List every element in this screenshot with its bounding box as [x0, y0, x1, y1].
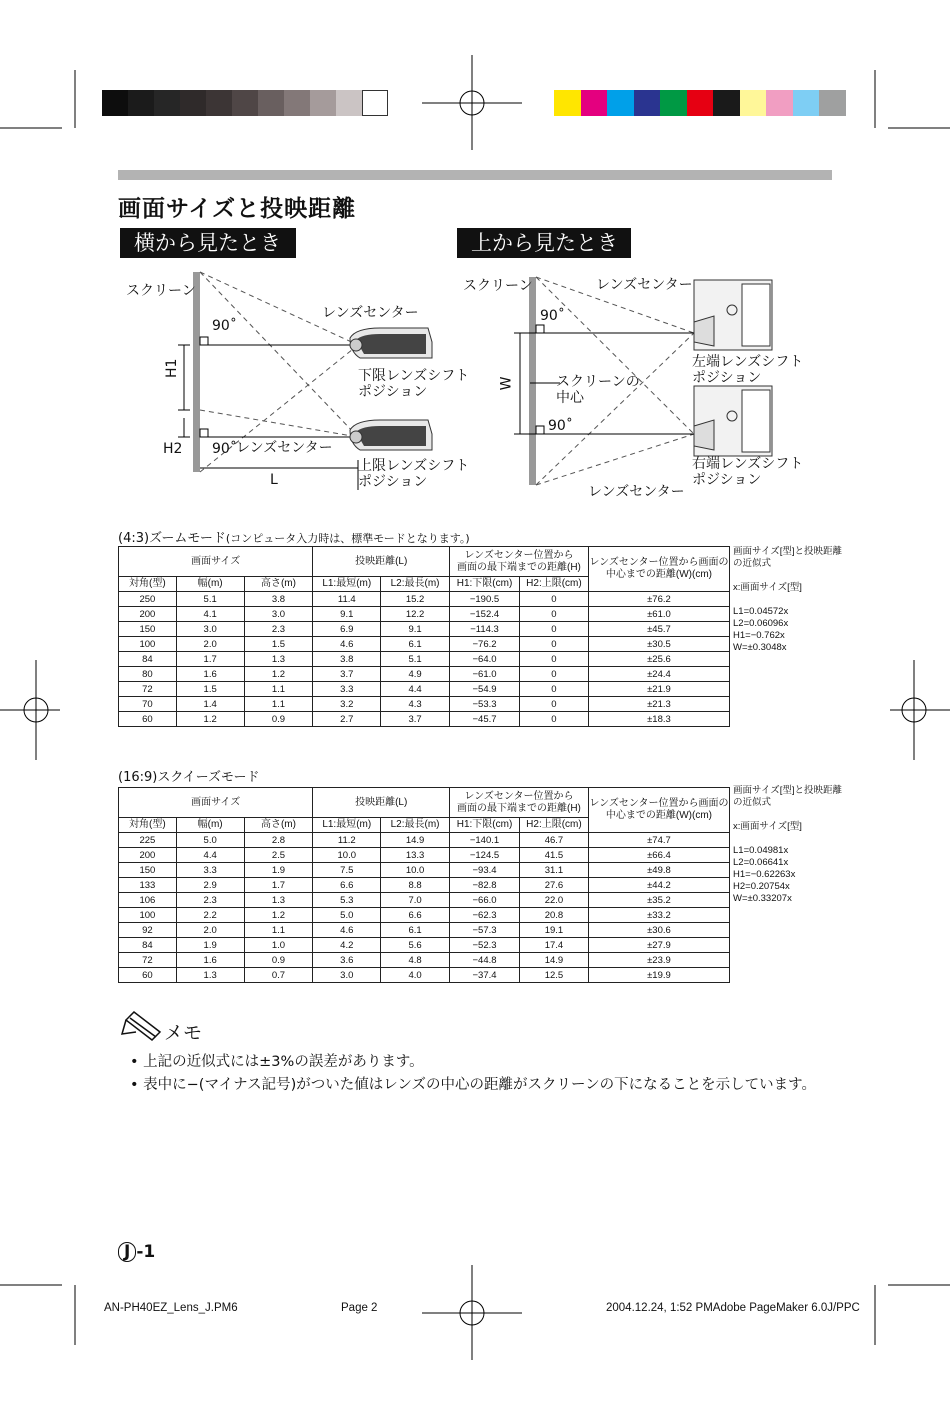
- table-cell: −62.3: [450, 908, 520, 923]
- column-header: H1:下限(cm): [450, 818, 520, 833]
- table-cell: −37.4: [450, 968, 520, 983]
- side-lens-center-2: レンズセンター: [236, 440, 333, 456]
- side-view-heading: 横から見たとき: [120, 228, 296, 258]
- table-cell: 1.1: [244, 682, 313, 697]
- top-screen-label: スクリーン: [463, 278, 533, 294]
- group-header: レンズセンター位置から 画面の最下端までの距離(H): [450, 788, 589, 818]
- side-lens-center-1: レンズセンター: [322, 305, 419, 321]
- table-cell: 2.9: [176, 878, 244, 893]
- group-header: 画面サイズ: [119, 788, 313, 818]
- footer-page: Page 2: [341, 1302, 378, 1314]
- table-cell: 1.9: [244, 863, 313, 878]
- column-header: 対角(型): [119, 818, 177, 833]
- table-cell: 150: [119, 863, 177, 878]
- page-title: 画面サイズと投映距離: [118, 196, 357, 222]
- table-cell: 22.0: [520, 893, 589, 908]
- footer-file: AN-PH40EZ_Lens_J.PM6: [104, 1302, 238, 1314]
- table-cell: 4.8: [381, 953, 450, 968]
- table-cell: 11.4: [313, 592, 381, 607]
- column-header: H1:下限(cm): [450, 577, 520, 592]
- table-cell: 27.6: [520, 878, 589, 893]
- l-label: L: [270, 472, 278, 488]
- table-cell: 2.7: [313, 712, 381, 727]
- group-header: レンズセンター位置から画面の 中心までの距離(W)(cm): [588, 788, 729, 833]
- column-header: 幅(m): [176, 818, 244, 833]
- table-cell: 3.8: [313, 652, 381, 667]
- table-cell: 3.0: [176, 622, 244, 637]
- table-cell: 4.4: [176, 848, 244, 863]
- table-cell: 84: [119, 652, 177, 667]
- top-angle-2: 90˚: [548, 418, 573, 434]
- top-lens-center-2: レンズセンター: [588, 484, 685, 500]
- table-cell: 4.0: [381, 968, 450, 983]
- table-cell: 12.2: [381, 607, 450, 622]
- table-cell: 46.7: [520, 833, 589, 848]
- table-cell: 0.9: [244, 712, 313, 727]
- group-header: 投映距離(L): [313, 788, 450, 818]
- table-cell: 2.0: [176, 923, 244, 938]
- table-cell: 41.5: [520, 848, 589, 863]
- table-cell: 1.0: [244, 938, 313, 953]
- column-header: 対角(型): [119, 577, 177, 592]
- upper-shift-line2: ポジション: [358, 474, 428, 490]
- table-cell: 15.2: [381, 592, 450, 607]
- table-cell: 3.0: [244, 607, 313, 622]
- table-cell: ±35.2: [588, 893, 729, 908]
- lower-shift-line2: ポジション: [358, 384, 428, 400]
- table-cell: 1.7: [244, 878, 313, 893]
- table-cell: −52.3: [450, 938, 520, 953]
- page-suffix: -1: [136, 1242, 156, 1262]
- upper-shift-line1: 上限レンズシフト: [358, 458, 470, 474]
- table-cell: 5.1: [381, 652, 450, 667]
- table-cell: 100: [119, 908, 177, 923]
- table-cell: 2.8: [244, 833, 313, 848]
- table-cell: 60: [119, 712, 177, 727]
- table-cell: 11.2: [313, 833, 381, 848]
- table-cell: 5.0: [313, 908, 381, 923]
- side-angle-1: 90˚: [212, 318, 237, 334]
- table-cell: −93.4: [450, 863, 520, 878]
- lower-shift-line1: 下限レンズシフト: [358, 368, 470, 384]
- table-cell: ±21.9: [588, 682, 729, 697]
- table-cell: 0: [520, 682, 589, 697]
- column-header: L2:最長(m): [381, 818, 450, 833]
- table-cell: −54.9: [450, 682, 520, 697]
- left-shift-line1: 左端レンズシフト: [692, 354, 804, 370]
- table-cell: 6.6: [381, 908, 450, 923]
- table-cell: 1.5: [176, 682, 244, 697]
- table-cell: 14.9: [520, 953, 589, 968]
- h1-label: H1: [164, 358, 180, 378]
- table-cell: 3.0: [313, 968, 381, 983]
- table-cell: 7.5: [313, 863, 381, 878]
- table-cell: 1.3: [176, 968, 244, 983]
- column-header: 高さ(m): [244, 577, 313, 592]
- table-cell: −45.7: [450, 712, 520, 727]
- table-cell: 1.2: [176, 712, 244, 727]
- memo-title: メモ: [164, 1022, 203, 1044]
- top-lens-center-1: レンズセンター: [596, 277, 693, 293]
- table-cell: 100: [119, 637, 177, 652]
- group-header: レンズセンター位置から 画面の最下端までの距離(H): [450, 547, 589, 577]
- table1-formula: 画面サイズ[型]と投映距離 の近似式 x:画面サイズ[型] L1=0.04572x L2=0.06096x H1=−0.762x W=±0.3048x: [733, 546, 843, 653]
- group-header: レンズセンター位置から画面の 中心までの距離(W)(cm): [588, 547, 729, 592]
- footer-stamp: 2004.12.24, 1:52 PMAdobe PageMaker 6.0J/PPC: [606, 1302, 860, 1314]
- table-cell: 5.1: [176, 592, 244, 607]
- side-screen-label: スクリーン: [126, 283, 196, 299]
- table-cell: 13.3: [381, 848, 450, 863]
- table-cell: ±27.9: [588, 938, 729, 953]
- table-cell: 1.1: [244, 923, 313, 938]
- table-cell: 0: [520, 607, 589, 622]
- table-cell: ±24.4: [588, 667, 729, 682]
- memo-bullet-2: • 表中に−(マイナス記号)がついた値はレンズの中心の距離がスクリーンの下になることを示しています。: [130, 1077, 817, 1093]
- table-cell: 2.5: [244, 848, 313, 863]
- screen-center-line2: 中心: [556, 390, 584, 406]
- table-cell: 20.8: [520, 908, 589, 923]
- table-cell: 6.1: [381, 637, 450, 652]
- table-cell: 84: [119, 938, 177, 953]
- column-header: L1:最短(m): [313, 818, 381, 833]
- table-cell: 250: [119, 592, 177, 607]
- table-cell: ±45.7: [588, 622, 729, 637]
- table-cell: 133: [119, 878, 177, 893]
- table-cell: ±74.7: [588, 833, 729, 848]
- table-cell: ±25.6: [588, 652, 729, 667]
- table-cell: 4.9: [381, 667, 450, 682]
- table-cell: −44.8: [450, 953, 520, 968]
- right-shift-line2: ポジション: [692, 472, 762, 488]
- table-cell: 72: [119, 682, 177, 697]
- table-cell: 72: [119, 953, 177, 968]
- table-cell: 4.1: [176, 607, 244, 622]
- table-cell: −82.8: [450, 878, 520, 893]
- table-cell: ±49.8: [588, 863, 729, 878]
- table-cell: 0: [520, 622, 589, 637]
- table-cell: −76.2: [450, 637, 520, 652]
- table-cell: ±30.6: [588, 923, 729, 938]
- table-cell: −64.0: [450, 652, 520, 667]
- table-cell: ±33.2: [588, 908, 729, 923]
- table-cell: 5.0: [176, 833, 244, 848]
- memo-bullet-1: • 上記の近似式には±3%の誤差があります。: [130, 1054, 424, 1070]
- table-cell: 6.9: [313, 622, 381, 637]
- table-cell: 4.6: [313, 637, 381, 652]
- side-angle-2: 90˚: [212, 441, 237, 457]
- table-cell: ±44.2: [588, 878, 729, 893]
- table-cell: ±61.0: [588, 607, 729, 622]
- table-cell: −66.0: [450, 893, 520, 908]
- group-header: 画面サイズ: [119, 547, 313, 577]
- table-cell: 70: [119, 697, 177, 712]
- table-cell: 4.4: [381, 682, 450, 697]
- table-cell: 92: [119, 923, 177, 938]
- table-cell: ±30.5: [588, 637, 729, 652]
- table-cell: 1.3: [244, 893, 313, 908]
- table-cell: −190.5: [450, 592, 520, 607]
- column-header: L2:最長(m): [381, 577, 450, 592]
- table-cell: 5.3: [313, 893, 381, 908]
- table-cell: 200: [119, 607, 177, 622]
- table-cell: 106: [119, 893, 177, 908]
- table-cell: −140.1: [450, 833, 520, 848]
- table-cell: 12.5: [520, 968, 589, 983]
- table-cell: 1.6: [176, 953, 244, 968]
- table-cell: 0: [520, 712, 589, 727]
- table-cell: 225: [119, 833, 177, 848]
- table-cell: 5.6: [381, 938, 450, 953]
- w-label: W: [498, 376, 515, 391]
- table-cell: 200: [119, 848, 177, 863]
- h2-label: H2: [163, 441, 183, 457]
- table-cell: −124.5: [450, 848, 520, 863]
- table-cell: 0.7: [244, 968, 313, 983]
- table-cell: 0.9: [244, 953, 313, 968]
- screen-center-line1: スクリーンの: [556, 374, 640, 390]
- table-cell: 4.3: [381, 697, 450, 712]
- table-cell: ±19.9: [588, 968, 729, 983]
- page-letter: J: [118, 1242, 136, 1262]
- table-cell: 3.3: [313, 682, 381, 697]
- table-cell: 2.3: [176, 893, 244, 908]
- table-cell: 3.3: [176, 863, 244, 878]
- table-cell: 1.2: [244, 667, 313, 682]
- table-cell: −61.0: [450, 667, 520, 682]
- group-header: 投映距離(L): [313, 547, 450, 577]
- table-cell: 0: [520, 592, 589, 607]
- table-cell: 4.2: [313, 938, 381, 953]
- column-header: L1:最短(m): [313, 577, 381, 592]
- table-cell: −152.4: [450, 607, 520, 622]
- table-cell: 3.7: [381, 712, 450, 727]
- table-cell: ±23.9: [588, 953, 729, 968]
- table-cell: −53.3: [450, 697, 520, 712]
- table-cell: 31.1: [520, 863, 589, 878]
- table-cell: 0: [520, 667, 589, 682]
- table-cell: 1.7: [176, 652, 244, 667]
- table2-formula: 画面サイズ[型]と投映距離 の近似式 x:画面サイズ[型] L1=0.04981x L2=0.06641x H1=−0.62263x H2=0.20754x W=±0.33207x: [733, 785, 843, 904]
- table-cell: 6.1: [381, 923, 450, 938]
- table-cell: 3.8: [244, 592, 313, 607]
- top-view-heading: 上から見たとき: [457, 228, 631, 258]
- table2-caption: (16:9)スクイーズモード: [118, 770, 260, 785]
- table-cell: 2.3: [244, 622, 313, 637]
- table-cell: 19.1: [520, 923, 589, 938]
- table-cell: 2.2: [176, 908, 244, 923]
- column-header: 高さ(m): [244, 818, 313, 833]
- table-cell: 14.9: [381, 833, 450, 848]
- table-cell: 7.0: [381, 893, 450, 908]
- table-cell: ±21.3: [588, 697, 729, 712]
- page-number: [118, 1242, 155, 1262]
- table-cell: 1.4: [176, 697, 244, 712]
- table-cell: 17.4: [520, 938, 589, 953]
- left-shift-line2: ポジション: [692, 370, 762, 386]
- table-cell: ±18.3: [588, 712, 729, 727]
- table-cell: 2.0: [176, 637, 244, 652]
- table-cell: 150: [119, 622, 177, 637]
- right-shift-line1: 右端レンズシフト: [692, 456, 804, 472]
- table-cell: 3.7: [313, 667, 381, 682]
- table-cell: ±66.4: [588, 848, 729, 863]
- table-cell: 9.1: [313, 607, 381, 622]
- top-angle-1: 90˚: [540, 308, 565, 324]
- table-cell: 9.1: [381, 622, 450, 637]
- table-cell: 1.9: [176, 938, 244, 953]
- table-cell: −57.3: [450, 923, 520, 938]
- column-header: 幅(m): [176, 577, 244, 592]
- table-cell: 0: [520, 637, 589, 652]
- table-cell: 10.0: [313, 848, 381, 863]
- table-cell: −114.3: [450, 622, 520, 637]
- table-cell: 1.3: [244, 652, 313, 667]
- table-cell: 8.8: [381, 878, 450, 893]
- table-cell: 1.1: [244, 697, 313, 712]
- table-cell: 1.6: [176, 667, 244, 682]
- table-cell: ±76.2: [588, 592, 729, 607]
- table-cell: 10.0: [381, 863, 450, 878]
- column-header: H2:上限(cm): [520, 577, 589, 592]
- table-cell: 1.2: [244, 908, 313, 923]
- table1-caption: (4:3)ズームモード(コンピュータ入力時は、標準モードとなります。): [118, 531, 470, 546]
- table-cell: 80: [119, 667, 177, 682]
- table-cell: 60: [119, 968, 177, 983]
- table-cell: 3.6: [313, 953, 381, 968]
- table-cell: 3.2: [313, 697, 381, 712]
- table-cell: 1.5: [244, 637, 313, 652]
- table-cell: 4.6: [313, 923, 381, 938]
- table-cell: 0: [520, 652, 589, 667]
- table-cell: 0: [520, 697, 589, 712]
- column-header: H2:上限(cm): [520, 818, 589, 833]
- table-cell: 6.6: [313, 878, 381, 893]
